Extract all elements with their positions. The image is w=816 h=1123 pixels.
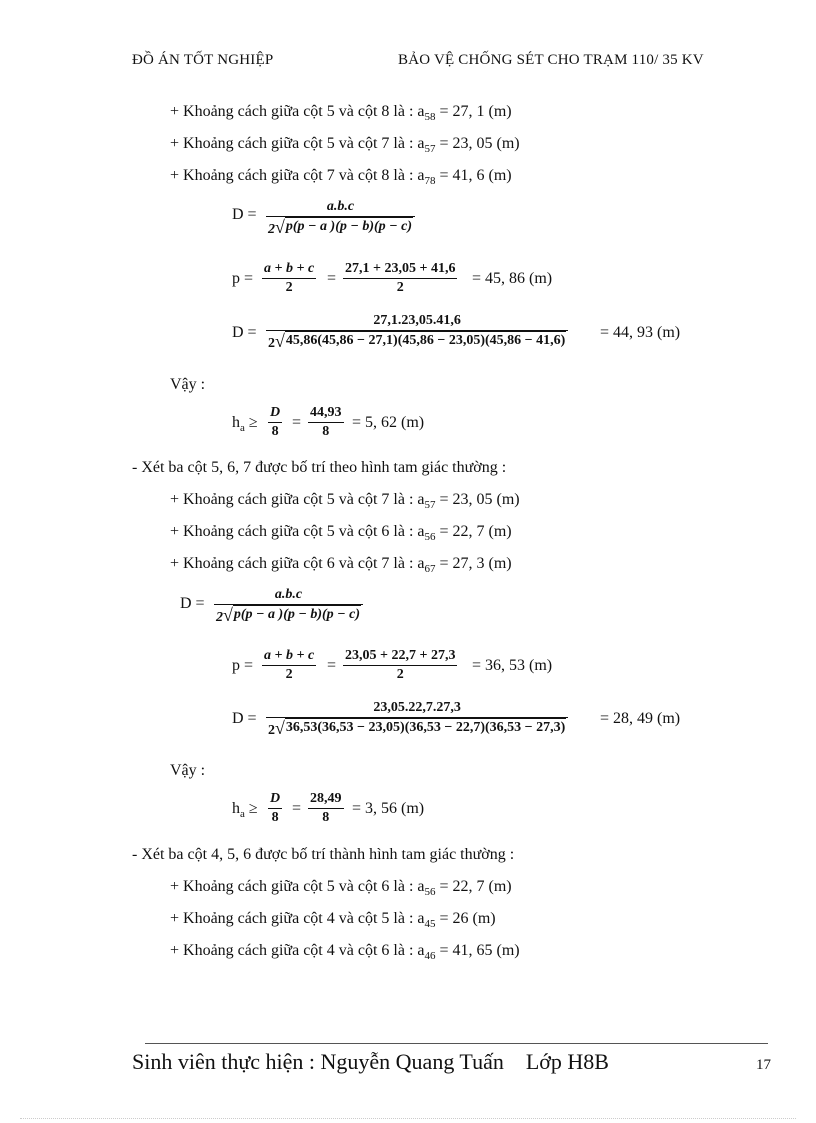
formula-result: = 5, 62 (m)	[352, 414, 425, 431]
header-left: ĐỒ ÁN TỐT NGHIỆP	[132, 52, 274, 68]
formula-label: D =	[180, 595, 205, 612]
equals-sign: =	[327, 270, 337, 287]
distance-line: + Khoảng cách giữa cột 5 và cột 7 là : $a_{57} = 23$, 05 (m)	[170, 135, 520, 156]
formula-ha-values: 44,93 8	[310, 405, 342, 439]
formula-label: p =	[232, 657, 254, 674]
ha-label: $h_a$ ≥	[232, 800, 258, 821]
formula-p-values: 27,1 + 23,05 + 41,6 2	[345, 261, 456, 295]
section-intro: - Xét ba cột 5, 6, 7 được bố trí theo hình tam giác thường :	[132, 459, 507, 476]
formula-ha-general: D 8	[270, 405, 281, 439]
header-right: BẢO VỆ CHỐNG SÉT CHO TRẠM 110/ 35 KV	[398, 52, 704, 68]
distance-line: + Khoảng cách giữa cột 6 và cột 7 là : $a_{67} = 27$, 3 (m)	[170, 555, 512, 576]
page-number: 17	[756, 1057, 771, 1073]
ha-label: $h_a$ ≥	[232, 414, 258, 435]
formula-D-general	[266, 198, 415, 239]
formula-result: = 3, 56 (m)	[352, 800, 425, 817]
formula-result: = 36, 53 (m)	[472, 657, 553, 674]
numerator: a.b.c	[326, 199, 355, 214]
distance-line: + Khoảng cách giữa cột 5 và cột 6 là : $a_{56} = 22$, 7 (m)	[170, 523, 512, 544]
formula-D-general: a.b.c 2 √ p(p − a )(p − b)(p − c)	[214, 586, 363, 627]
formula-label: p =	[232, 270, 254, 287]
distance-line: + Khoảng cách giữa cột 5 và cột 8 là : $a_{58} = 27$, 1 (m)	[170, 103, 512, 124]
formula-ha-general: D 8	[270, 791, 281, 825]
footer-text: Sinh viên thực hiện : Nguyễn Quang Tuấn Lớp H8B	[132, 1049, 609, 1074]
distance-line: + Khoảng cách giữa cột 5 và cột 6 là : $a_{56} = 22$, 7 (m)	[170, 878, 512, 899]
equals-sign: =	[327, 657, 337, 674]
distance-line: + Khoảng cách giữa cột 4 và cột 6 là : $a_{46} = 41$, 65 (m)	[170, 942, 520, 963]
distance-line: + Khoảng cách giữa cột 4 và cột 5 là : $a_{45} = 26$ (m)	[170, 910, 496, 931]
formula-label: D =	[232, 710, 257, 727]
formula-p-values: 23,05 + 22,7 + 27,3 2	[345, 648, 456, 682]
equals-sign: =	[292, 414, 302, 431]
equals-sign: =	[292, 800, 302, 817]
formula-D-values: 23,05.22,7.27,3 2 √ 36,53(36,53 − 23,05)(36,53 − 22,7)(36,53 − 27,3)	[266, 699, 568, 740]
formula-D-values: 27,1.23,05.41,6 2 √ 45,86(45,86 − 27,1)(45,86 − 23,05)(45,86 − 41,6)	[266, 312, 568, 353]
formula-result: = 44, 93 (m)	[600, 324, 681, 341]
distance-line: + Khoảng cách giữa cột 5 và cột 7 là : $a_{57} = 23$, 05 (m)	[170, 491, 520, 512]
formula-label: D =	[232, 206, 257, 223]
formula-result: = 28, 49 (m)	[600, 710, 681, 727]
formula-p-general: a + b + c 2	[264, 648, 315, 682]
section-intro: - Xét ba cột 4, 5, 6 được bố trí thành hình tam giác thường :	[132, 846, 515, 863]
formula-ha-values: 28,49 8	[310, 791, 342, 825]
page-edge	[20, 1118, 796, 1119]
denominator: 2 √ p(p − a )(p − b)(p − c)	[268, 217, 413, 237]
formula-p-general: a + b + c 2	[264, 261, 315, 295]
distance-line: + Khoảng cách giữa cột 7 và cột 8 là : $a_{78} = 41$, 6 (m)	[170, 167, 512, 188]
formula-result: = 45, 86 (m)	[472, 270, 553, 287]
formula-label: D =	[232, 324, 257, 341]
conclusion-label: Vậy :	[170, 762, 206, 779]
conclusion-label: Vậy :	[170, 376, 206, 393]
footer-rule	[145, 1043, 768, 1044]
